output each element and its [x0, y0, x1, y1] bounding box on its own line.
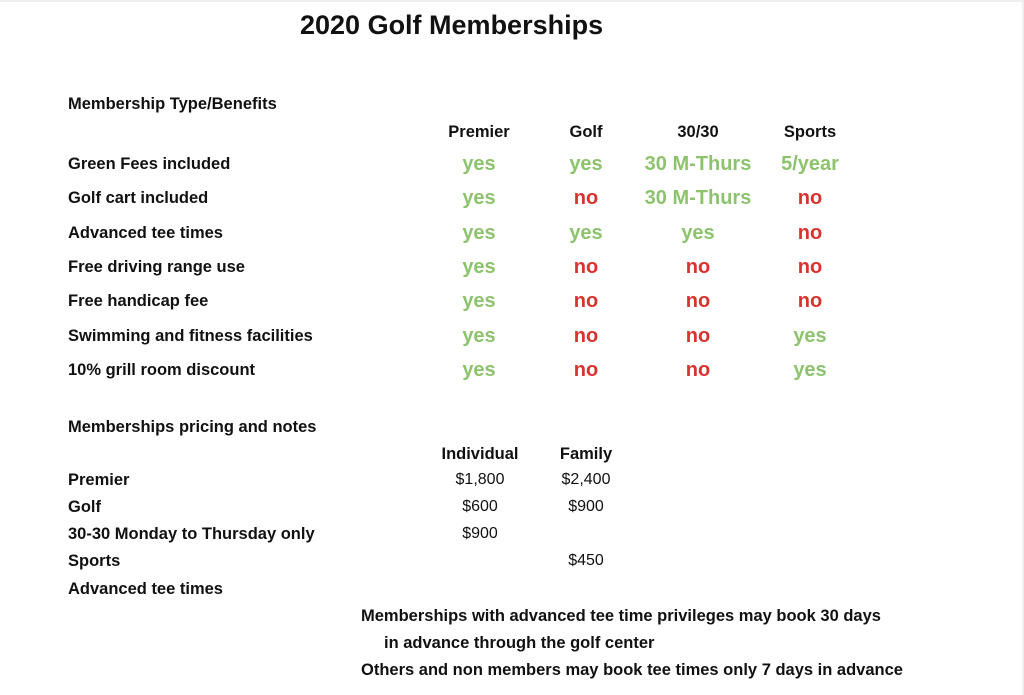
pricing-label: Sports: [68, 552, 121, 570]
benefit-value: no: [797, 187, 823, 209]
top-border: [0, 0, 1024, 2]
benefit-label: Swimming and fitness facilities: [68, 327, 313, 345]
benefit-label: 10% grill room discount: [68, 361, 256, 379]
price-individual: $1,800: [455, 471, 505, 488]
benefit-value: yes: [793, 325, 827, 347]
benefit-value: yes: [462, 222, 496, 244]
note-line-1: Memberships with advanced tee time privileges may book 30 days: [361, 607, 881, 625]
benefit-value: no: [685, 359, 711, 381]
pricing-label: Golf: [68, 498, 101, 516]
benefit-value: 30 M-Thurs: [644, 153, 752, 175]
benefit-value: no: [573, 187, 599, 209]
price-individual: $600: [462, 498, 498, 515]
benefit-label: Free driving range use: [68, 258, 245, 276]
benefit-value: yes: [569, 153, 603, 175]
benefit-value: yes: [462, 290, 496, 312]
benefit-value: no: [685, 256, 711, 278]
pricing-label: Advanced tee times: [68, 580, 223, 598]
benefit-value: yes: [462, 325, 496, 347]
benefit-value: no: [797, 222, 823, 244]
note-line-2: in advance through the golf center: [384, 634, 655, 652]
benefit-value: yes: [462, 187, 496, 209]
benefit-value: yes: [793, 359, 827, 381]
benefit-value: no: [797, 290, 823, 312]
benefit-value: 30 M-Thurs: [644, 187, 752, 209]
pricing-label: 30-30 Monday to Thursday only: [68, 525, 315, 543]
benefits-heading: Membership Type/Benefits: [68, 95, 277, 113]
price-family: $450: [568, 552, 604, 569]
pricing-heading: Memberships pricing and notes: [68, 418, 317, 436]
benefit-value: yes: [681, 222, 715, 244]
benefit-label: Golf cart included: [68, 189, 209, 207]
pricing-label: Premier: [68, 471, 130, 489]
benefit-value: yes: [462, 359, 496, 381]
col-header-premier: Premier: [448, 123, 510, 141]
benefit-label: Free handicap fee: [68, 292, 209, 310]
page-title: 2020 Golf Memberships: [300, 10, 604, 40]
price-individual: $900: [462, 525, 498, 542]
benefit-label: Advanced tee times: [68, 224, 223, 242]
note-line-3: Others and non members may book tee times only 7 days in advance: [361, 661, 903, 679]
benefit-value: 5/year: [781, 153, 839, 175]
benefit-label: Green Fees included: [68, 155, 231, 173]
benefit-value: yes: [569, 222, 603, 244]
benefit-value: yes: [462, 153, 496, 175]
benefit-value: no: [685, 290, 711, 312]
col-header-family: Family: [559, 445, 613, 463]
col-header-sports: Sports: [783, 123, 837, 141]
benefit-value: no: [573, 256, 599, 278]
benefit-value: yes: [462, 256, 496, 278]
col-header-3030: 30/30: [677, 123, 719, 141]
benefit-value: no: [797, 256, 823, 278]
benefit-value: no: [573, 325, 599, 347]
benefit-value: no: [573, 290, 599, 312]
col-header-golf: Golf: [569, 123, 603, 141]
price-family: $2,400: [561, 471, 611, 488]
price-family: $900: [568, 498, 604, 515]
col-header-individual: Individual: [441, 445, 519, 463]
benefit-value: no: [685, 325, 711, 347]
benefit-value: no: [573, 359, 599, 381]
